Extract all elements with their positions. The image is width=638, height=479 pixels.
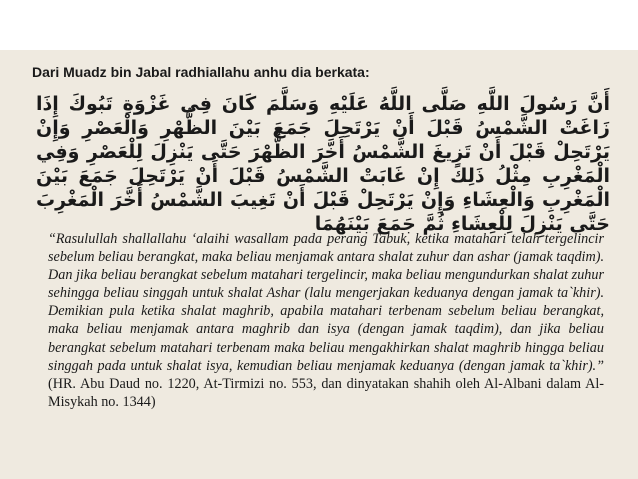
slide-top-band <box>0 0 638 50</box>
arabic-hadith-text: أَنَّ رَسُولَ اللَّهِ صَلَّى اللَّهُ عَلَيْهِ وَسَلَّمَ كَانَ فِي غَزْوَةِ تَبُوكَ إِذَا زَاغَتْ الشَّمْسُ قَبْلَ أَنْ يَرْتَحِلَ جَمَعَ بَيْنَ الظُّهْرِ وَالْعَصْرِ وَإِنْ يَرْتَحِلْ قَبْلَ أَنْ تَزِيغَ الشَّمْسُ أَخَّرَ الظُّهْرَ حَتَّى يَنْزِلَ لِلْعَصْرِ وَفِي الْمَغْرِبِ مِثْلُ ذَلِكَ إِنْ غَابَتْ الشَّمْسُ قَبْلَ أَنْ يَرْتَحِلَ جَمَعَ بَيْنَ الْمَغْرِبِ وَالْعِشَاءِ وَإِنْ يَرْتَحِلْ قَبْلَ أَنْ تَغِيبَ الشَّمْسُ أَخَّرَ الْمَغْرِبَ حَتَّى يَنْزِلَ لِلْعِشَاءِ ثُمَّ جَمَعَ بَيْنَهُمَا <box>36 93 610 235</box>
slide-title: Dari Muadz bin Jabal radhiallahu anhu dia berkata: <box>32 64 370 80</box>
hadith-translation <box>48 230 604 411</box>
hadith-reference: (HR. Abu Daud no. 1220, At-Tirmizi no. 553, dan dinyatakan shahih oleh Al-Albani dalam Al-Misykah no. 1344) <box>48 375 604 410</box>
translation-text: “Rasulullah shallallahu ‘alaihi wasallam pada perang Tabuk, ketika matahari telah tergelincir sebelum beliau berangkat, maka beliau menjamak antara shalat zuhur dan ashar (jamak taqdim). Dan jika beliau berangkat sebelum matahari tergelincir, maka beliau mengundurkan shalat zuhur sehingga beliau singgah untuk shalat Ashar (lalu mengerjakan keduanya dengan jamak ta`khir). Demikian pula ketika shalat maghrib, apabila matahari terbenam sebelum beliau berangkat, maka beliau menjamak antara maghrib dan isya (dengan jamak taqdim), dan jika beliau berangkat sebelum matahari terbenam maka beliau mengakhirkan shalat maghrib hingga beliau singgah pada untuk shalat isya, kemudian beliau menjamak keduanya (dengan jamak ta`khir).” <box>48 231 604 374</box>
